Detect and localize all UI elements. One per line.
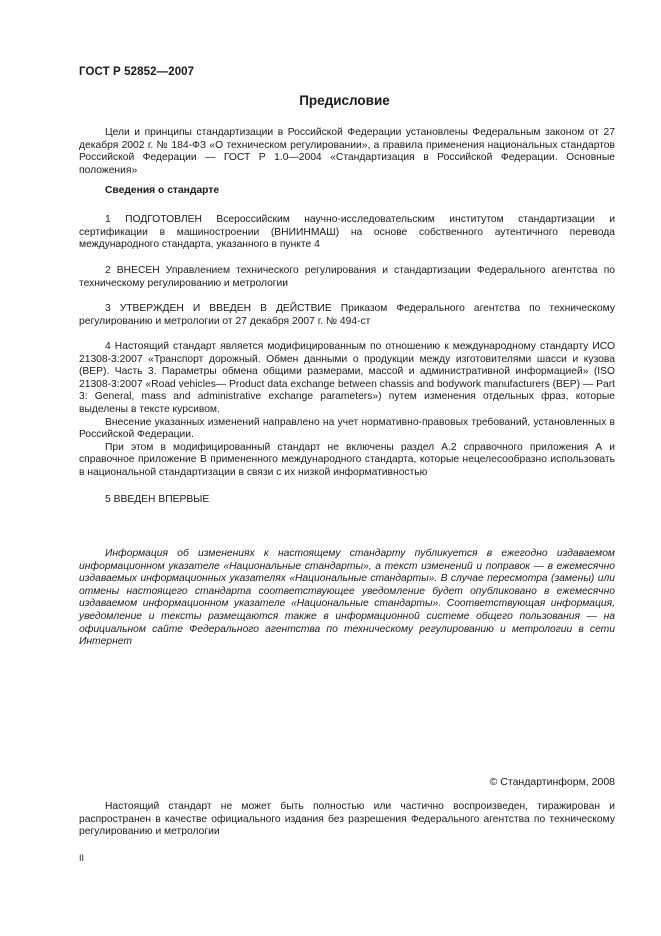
item-4-block bbox=[79, 341, 615, 480]
item-1-block bbox=[79, 214, 615, 252]
intro-paragraph: Цели и принципы стандартизации в Российской Федерации установлены Федеральным законом от 27 декабря 2002 г. № 184-ФЗ «О техническом регулировании», а правила применения национальных стандартов Российской Федерации — ГОСТ Р 1.0—2004 «Стандартизация в Российской Федерации. Основные положения» bbox=[79, 127, 615, 176]
item-2-block bbox=[79, 265, 615, 290]
page-number: II bbox=[79, 853, 85, 863]
item-4-paragraph-3: При этом в модифицированный стандарт не включены раздел А.2 справочного приложения А и справочное приложение В примененного международного стандарта, которые нецелесообразно использовать в национальной стандартизации в связи с их низкой информативностью bbox=[79, 441, 615, 478]
item-2: 2 ВНЕСЕН Управлением технического регулирования и стандартизации Федерального агентства по техническому регулированию и метрологии bbox=[79, 265, 615, 289]
info-heading: Сведения о стандарте bbox=[105, 185, 220, 196]
page-title: Предисловие bbox=[299, 93, 390, 108]
item-4-paragraph-1: 4 Настоящий стандарт является модифицированным по отношению к международному стандарту ИСО 21308-3:2007 «Транспорт дорожный. Обмен данными о продукции между изготовителями шасси и кузова (BEP). Часть 3. Параметры обмена общими размерами, массой и административной информацией» (ISO 21308-3:2007 «Road vehicles— Product data exchange between chassis and bodywork manufacturers (BEP) — Part 3: General, mass and administrative exchange parameters») путем изменения отдельных фраз, которые выделены в тексте курсивом. bbox=[79, 341, 615, 415]
item-3-block bbox=[79, 303, 615, 328]
notice-block bbox=[79, 548, 615, 649]
item-4-paragraph-2: Внесение указанных изменений направлено на учет нормативно-правовых требований, установленных в Российской Федерации. bbox=[79, 416, 615, 441]
copyright-line: © Стандартинформ, 2008 bbox=[489, 776, 615, 788]
item-1: 1 ПОДГОТОВЛЕН Всероссийским научно-исследовательским институтом стандартизации и сертификации в машиностроении (ВНИИНМАШ) на основе собственного аутентичного перевода международного стандарта, указанного в пункте 4 bbox=[79, 214, 615, 251]
intro-paragraph-block bbox=[79, 127, 615, 177]
item-3: 3 УТВЕРЖДЕН И ВВЕДЕН В ДЕЙСТВИЕ Приказом Федерального агентства по техническому регулированию и метрологии от 27 декабря 2007 г. № 494-ст bbox=[79, 303, 615, 327]
notice-paragraph: Информация об изменениях к настоящему стандарту публикуется в ежегодно издаваемом информационном указателе «Национальные стандарты», а текст изменений и поправок — в ежемесячно издаваемых информационных указателях «Национальные стандарты». В случае пересмотра (замены) или отмены настоящего стандарта соответствующее уведомление будет опубликовано в ежемесячно издаваемом информационном указателе «Национальные стандарты». Соответствующая информация, уведомление и тексты размещаются также в информационной системе общего пользования — на официальном сайте Федерального агентства по техническому регулированию и метрологии в сети Интернет bbox=[79, 548, 615, 648]
item-5: 5 ВВЕДЕН ВПЕРВЫЕ bbox=[105, 494, 210, 505]
rights-block bbox=[79, 801, 615, 839]
standard-code: ГОСТ Р 52852—2007 bbox=[79, 66, 195, 78]
rights-paragraph: Настоящий стандарт не может быть полностью или частично воспроизведен, тиражирован и распространен в качестве официального издания без разрешения Федерального агентства по техническому регулированию и метрологии bbox=[79, 801, 615, 838]
